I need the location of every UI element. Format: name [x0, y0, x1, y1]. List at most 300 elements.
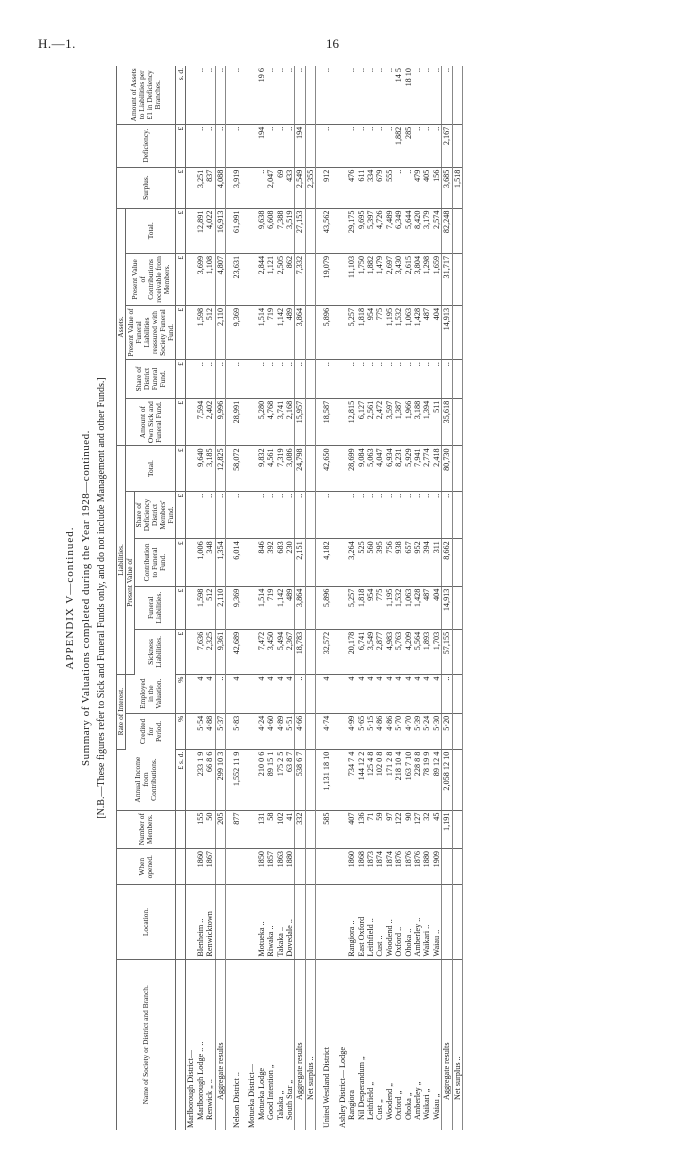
cell-fut — [305, 253, 315, 305]
cell-fut — [452, 253, 462, 305]
cell-surp: .. — [257, 167, 266, 208]
cell-tass: 4,022 — [205, 208, 215, 253]
unit-pound: £ — [176, 398, 186, 446]
cell-tass: 43,562 — [322, 208, 331, 253]
cell-dist: .. — [422, 360, 431, 399]
cell-ratio: .. — [285, 66, 295, 124]
cell-opened — [295, 848, 305, 885]
cell-sick — [305, 629, 315, 674]
cell-fun — [186, 586, 196, 629]
cell-cr: 4·89 — [276, 713, 285, 749]
cell-ratio: 18 10 — [404, 66, 413, 124]
cell-own: 18,587 — [322, 398, 331, 446]
cell-sick: 5,564 — [413, 629, 422, 674]
cell-share: .. — [205, 491, 215, 539]
cell-reas: 404 — [432, 305, 442, 359]
appendix-title: APPENDIX V—continued. — [64, 526, 76, 670]
table-row — [215, 66, 225, 1130]
table-row — [385, 66, 394, 1130]
col-name: Name of Society or District and Branch. — [117, 959, 176, 1130]
row-name: Amberley „ — [412, 1081, 422, 1120]
cell-tot: 12,825 — [215, 446, 225, 491]
cell-tot: 9,640 — [196, 446, 205, 491]
cell-dist: .. — [357, 360, 366, 399]
page-number: 16 — [326, 36, 339, 51]
cell-opened: 1857 — [266, 848, 275, 885]
cell-surp: .. — [404, 167, 413, 208]
cell-cr: 5·15 — [366, 713, 375, 749]
cell-tot: 58,072 — [232, 446, 241, 491]
cell-cr: 5·24 — [422, 713, 431, 749]
cell-loc: Waiau .. — [432, 885, 442, 959]
cell-dist: .. — [285, 360, 295, 399]
cell-tass: 12,891 — [196, 208, 205, 253]
cell-share: .. — [215, 491, 225, 539]
cell-opened — [232, 848, 241, 885]
row-name: Leithfield „ — [365, 1082, 375, 1120]
cell-fun: 1,598 — [196, 586, 205, 629]
cell-tass: 6,349 — [394, 208, 403, 253]
cell-loc — [442, 885, 452, 959]
cell-own: 9,996 — [215, 398, 225, 446]
cell-fut: 3,804 — [413, 253, 422, 305]
cell-tot: 2,774 — [422, 446, 431, 491]
cell-emp: 4 — [366, 674, 375, 713]
cell-contr: 394 — [422, 539, 431, 586]
cell-income — [247, 749, 256, 810]
cell-sick: 20,178 — [347, 629, 356, 674]
cell-sick: 2,325 — [205, 629, 215, 674]
cell-loc: Blenheim .. — [196, 885, 205, 959]
cell-income — [452, 749, 462, 810]
cell-surp: 2,549 — [295, 167, 305, 208]
cell-share: .. — [375, 491, 384, 539]
cell-tass: 5,397 — [366, 208, 375, 253]
cell-fut: 1,750 — [357, 253, 366, 305]
cell-members — [338, 810, 347, 848]
cell-loc: Motueka .. — [257, 885, 266, 959]
cell-dist: .. — [295, 360, 305, 399]
cell-surp: 433 — [285, 167, 295, 208]
unit-pound: £ — [176, 491, 186, 539]
cell-ratio: 14 5 — [394, 66, 403, 124]
cell-own: 2,168 — [285, 398, 295, 446]
cell-ratio: .. — [385, 66, 394, 124]
cell-sick: 7,636 — [196, 629, 205, 674]
cell-ratio: 19 6 — [257, 66, 266, 124]
row-name: Motueka District— — [247, 1064, 257, 1128]
cell-own: 2,402 — [205, 398, 215, 446]
cell-own — [305, 398, 315, 446]
cell-income: 299 10 3 — [215, 749, 225, 810]
cell-loc: Amberley .. — [413, 885, 422, 959]
cell-tass: 6,608 — [266, 208, 275, 253]
cell-contr — [305, 539, 315, 586]
cell-sick: 3,549 — [366, 629, 375, 674]
unit-pound: £ — [176, 305, 186, 359]
cell-loc — [232, 885, 241, 959]
cell-members: 59 — [375, 810, 384, 848]
cell-fut: 2,844 — [257, 253, 266, 305]
cell-emp: 4 — [357, 674, 366, 713]
cell-ratio — [186, 66, 196, 124]
cell-contr: 1,006 — [196, 539, 205, 586]
cell-fut: 11,103 — [347, 253, 356, 305]
cell-own: 3,741 — [276, 398, 285, 446]
cell-ratio: .. — [366, 66, 375, 124]
cell-share: .. — [394, 491, 403, 539]
table-row — [394, 66, 403, 1130]
cell-income: 2,058 12 10 — [442, 749, 452, 810]
cell-tass — [247, 208, 256, 253]
cell-reas: 1,532 — [394, 305, 403, 359]
cell-loc: Riwaka .. — [266, 885, 275, 959]
col-rate-employed: Employed in the Valuation. — [126, 674, 176, 713]
cell-tass: 3,179 — [422, 208, 431, 253]
cell-members: 332 — [295, 810, 305, 848]
unit-pound: £ — [176, 446, 186, 491]
cell-fut: 1,108 — [205, 253, 215, 305]
cell-share: .. — [266, 491, 275, 539]
cell-loc — [322, 885, 331, 959]
cell-tass: 7,489 — [385, 208, 394, 253]
cell-contr — [452, 539, 462, 586]
cell-share: .. — [285, 491, 295, 539]
table-row — [338, 66, 347, 1130]
cell-ratio: .. — [413, 66, 422, 124]
cell-contr — [247, 539, 256, 586]
cell-surp: 479 — [413, 167, 422, 208]
row-name: Aggregate results — [295, 959, 305, 1130]
table-row — [366, 66, 375, 1130]
cell-own: 3,188 — [413, 398, 422, 446]
cell-loc: Dovedale .. — [285, 885, 295, 959]
cell-income: 102 0 8 — [375, 749, 384, 810]
summary-title: Summary of Valuations completed during the Year 1928—continued. — [80, 430, 92, 766]
cell-opened: 1874 — [385, 848, 394, 885]
cell-surp: 156 — [432, 167, 442, 208]
cell-surp — [338, 167, 347, 208]
cell-surp — [247, 167, 256, 208]
cell-cr: 4·60 — [266, 713, 275, 749]
cell-own: 28,991 — [232, 398, 241, 446]
cell-members: 32 — [422, 810, 431, 848]
cell-opened — [305, 848, 315, 885]
row-name: Cust „ — [375, 1099, 385, 1120]
cell-def: 2,167 — [442, 124, 452, 167]
cell-def — [452, 124, 462, 167]
cell-fut: 1,659 — [432, 253, 442, 305]
cell-dist: .. — [404, 360, 413, 399]
cell-income: 538 6 7 — [295, 749, 305, 810]
cell-fut: 1,479 — [375, 253, 384, 305]
cell-tot: 42,650 — [322, 446, 331, 491]
cell-opened: 1880 — [285, 848, 295, 885]
unit-pound: £ — [176, 629, 186, 674]
table-row — [276, 66, 285, 1130]
cell-own: 35,618 — [442, 398, 452, 446]
cell-dist: .. — [394, 360, 403, 399]
cell-contr: 392 — [266, 539, 275, 586]
row-name: Marlborough District— — [186, 1050, 196, 1128]
cell-surp: .. — [394, 167, 403, 208]
cell-tass: 9,638 — [257, 208, 266, 253]
cell-opened — [338, 848, 347, 885]
cell-loc — [452, 885, 462, 959]
cell-fun: 1,514 — [257, 586, 266, 629]
cell-cr: 5·39 — [413, 713, 422, 749]
cell-contr: 2,151 — [295, 539, 305, 586]
cell-own: 1,394 — [422, 398, 431, 446]
cell-fun — [305, 586, 315, 629]
cell-emp: 4 — [257, 674, 266, 713]
cell-tot: 7,319 — [276, 446, 285, 491]
cell-reas — [247, 305, 256, 359]
cell-opened: 1880 — [422, 848, 431, 885]
cell-tass: 27,153 — [295, 208, 305, 253]
cell-emp — [452, 674, 462, 713]
cell-income: 89 15 1 — [266, 749, 275, 810]
cell-members: 58 — [266, 810, 275, 848]
row-name: Aggregate results — [442, 959, 452, 1130]
row-name: Good Intention „ — [266, 1064, 276, 1120]
cell-fut: 1,882 — [366, 253, 375, 305]
cell-tot: 5,063 — [366, 446, 375, 491]
cell-loc: Rangiora .. — [347, 885, 356, 959]
cell-reas: 1,598 — [196, 305, 205, 359]
table-row — [452, 66, 462, 1130]
cell-fun: 775 — [375, 586, 384, 629]
col-share-district: Share of District Funeral Fund. — [126, 360, 176, 399]
cell-opened — [442, 848, 452, 885]
cell-fun: 14,913 — [442, 586, 452, 629]
col-opened: When opened. — [117, 848, 176, 885]
cell-contr: 756 — [385, 539, 394, 586]
cell-tot: 28,699 — [347, 446, 356, 491]
cell-fun: 1,532 — [394, 586, 403, 629]
cell-def: .. — [276, 124, 285, 167]
cell-loc: Waikari .. — [422, 885, 431, 959]
cell-dist — [186, 360, 196, 399]
cell-cr: 5·83 — [232, 713, 241, 749]
cell-dist — [338, 360, 347, 399]
cell-tass — [305, 208, 315, 253]
cell-income — [338, 749, 347, 810]
cell-sick: 5,494 — [276, 629, 285, 674]
col-income: Annual Income from Contributions. — [117, 749, 176, 810]
cell-sick: 7,472 — [257, 629, 266, 674]
cell-cr: 5·20 — [442, 713, 452, 749]
cell-tot: 9,832 — [257, 446, 266, 491]
cell-cr: 4·70 — [404, 713, 413, 749]
cell-opened: 1876 — [394, 848, 403, 885]
cell-contr: 311 — [432, 539, 442, 586]
col-liabilities: Liabilities. — [117, 446, 126, 674]
cell-reas: 1,514 — [257, 305, 266, 359]
cell-sick: 57,155 — [442, 629, 452, 674]
cell-own: 1,387 — [394, 398, 403, 446]
col-future-contrib: Present Value of Contributions receivable from Members. — [126, 253, 176, 305]
cell-emp: 4 — [347, 674, 356, 713]
cell-tass — [452, 208, 462, 253]
row-name: Nelson District .. — [232, 1072, 242, 1128]
col-deficiency: Deficiency. — [117, 124, 176, 167]
cell-fut: 2,697 — [385, 253, 394, 305]
cell-members: 50 — [205, 810, 215, 848]
col-contrib-funeral: Contribution to Funeral Fund. — [135, 539, 176, 586]
cell-fun: 9,369 — [232, 586, 241, 629]
row-name: Aggregate results — [215, 959, 225, 1130]
cell-cr: 4·74 — [322, 713, 331, 749]
cell-cr: 4·66 — [295, 713, 305, 749]
cell-share — [452, 491, 462, 539]
cell-ratio — [305, 66, 315, 124]
cell-fun: 404 — [432, 586, 442, 629]
cell-def: 1,882 — [394, 124, 403, 167]
cell-own: 2,472 — [375, 398, 384, 446]
cell-contr: 952 — [413, 539, 422, 586]
page-reference: H.—1. — [38, 36, 76, 51]
cell-tot: 4,047 — [375, 446, 384, 491]
col-reassured: Present Value of Funeral Liabilities reassured with Society Funeral Fund. — [126, 305, 176, 359]
cell-contr: 348 — [205, 539, 215, 586]
cell-fun: 512 — [205, 586, 215, 629]
cell-opened: 1860 — [196, 848, 205, 885]
cell-fut: 862 — [285, 253, 295, 305]
cell-def: .. — [322, 124, 331, 167]
cell-tot: 7,941 — [413, 446, 422, 491]
cell-income: 89 12 4 — [432, 749, 442, 810]
cell-surp: 3,251 — [196, 167, 205, 208]
cell-tass: 61,991 — [232, 208, 241, 253]
cell-emp — [338, 674, 347, 713]
cell-own: 2,561 — [366, 398, 375, 446]
cell-share: .. — [357, 491, 366, 539]
cell-fut — [247, 253, 256, 305]
cell-reas — [186, 305, 196, 359]
cell-members — [305, 810, 315, 848]
cell-fut: 3,430 — [394, 253, 403, 305]
cell-surp: 3,919 — [232, 167, 241, 208]
cell-contr — [186, 539, 196, 586]
cell-cr — [305, 713, 315, 749]
cell-emp: 4 — [413, 674, 422, 713]
cell-ratio: .. — [276, 66, 285, 124]
cell-income: 218 10 4 — [394, 749, 403, 810]
cell-emp: .. — [442, 674, 452, 713]
cell-reas: 9,369 — [232, 305, 241, 359]
table-row — [232, 66, 241, 1130]
row-name: Net surplus .. — [452, 959, 462, 1130]
cell-surp: 2,047 — [266, 167, 275, 208]
cell-dist: .. — [257, 360, 266, 399]
cell-sick: 2,367 — [285, 629, 295, 674]
cell-tot: 3,086 — [285, 446, 295, 491]
cell-members: 131 — [257, 810, 266, 848]
cell-fun: 1,818 — [357, 586, 366, 629]
cell-contr: 3,264 — [347, 539, 356, 586]
cell-own: 6,127 — [357, 398, 366, 446]
cell-sick: 4,209 — [404, 629, 413, 674]
cell-own: 5,280 — [257, 398, 266, 446]
cell-share: .. — [347, 491, 356, 539]
table-row — [196, 66, 205, 1130]
cell-own: 3,597 — [385, 398, 394, 446]
cell-loc: Cust .. — [375, 885, 384, 959]
cell-emp: 4 — [266, 674, 275, 713]
cell-share: .. — [322, 491, 331, 539]
cell-tot: 2,418 — [432, 446, 442, 491]
cell-emp: 4 — [404, 674, 413, 713]
table-body — [176, 66, 463, 1130]
col-rate-credited: Credited for Period. — [126, 713, 176, 749]
cell-cr — [247, 713, 256, 749]
cell-reas: 487 — [422, 305, 431, 359]
cell-def: .. — [215, 124, 225, 167]
cell-reas: 14,913 — [442, 305, 452, 359]
cell-def: .. — [422, 124, 431, 167]
cell-tot — [186, 446, 196, 491]
cell-dist: .. — [196, 360, 205, 399]
note-text: [N.B.—These figures refer to Sick and Funeral Funds only, and do not include Management and other Funds.] — [96, 377, 107, 819]
cell-reas: 1,818 — [357, 305, 366, 359]
cell-sick: 32,572 — [322, 629, 331, 674]
cell-share: .. — [257, 491, 266, 539]
unit-pound: £ — [176, 539, 186, 586]
cell-income: 233 1 9 — [196, 749, 205, 810]
cell-reas: 5,257 — [347, 305, 356, 359]
cell-fun: 719 — [266, 586, 275, 629]
cell-ratio — [452, 66, 462, 124]
cell-share: .. — [385, 491, 394, 539]
cell-dist: .. — [347, 360, 356, 399]
cell-opened — [452, 848, 462, 885]
cell-own — [247, 398, 256, 446]
cell-def: .. — [285, 124, 295, 167]
cell-ratio: .. — [295, 66, 305, 124]
cell-tot: 24,798 — [295, 446, 305, 491]
cell-contr: 560 — [366, 539, 375, 586]
cell-opened: 1876 — [404, 848, 413, 885]
cell-share: .. — [413, 491, 422, 539]
cell-sick: 9,361 — [215, 629, 225, 674]
cell-reas: 1,428 — [413, 305, 422, 359]
cell-reas: 2,110 — [215, 305, 225, 359]
cell-members: 41 — [285, 810, 295, 848]
table-row — [347, 66, 356, 1130]
col-present-value: Present Value of — [126, 491, 135, 674]
cell-def: 194 — [295, 124, 305, 167]
cell-tass — [338, 208, 347, 253]
cell-members: 71 — [366, 810, 375, 848]
cell-emp — [247, 674, 256, 713]
cell-dist: .. — [366, 360, 375, 399]
cell-own: 7,594 — [196, 398, 205, 446]
cell-own: 511 — [432, 398, 442, 446]
table-row — [257, 66, 266, 1130]
col-share-deficiency: Share of Deficiency District Members' Fund. — [135, 491, 176, 539]
cell-def: .. — [232, 124, 241, 167]
cell-reas: 1,195 — [385, 305, 394, 359]
cell-fut: 1,121 — [266, 253, 275, 305]
cell-income: 175 2 5 — [276, 749, 285, 810]
cell-share: .. — [432, 491, 442, 539]
col-total-assets: Total. — [126, 208, 176, 253]
cell-cr: 5·65 — [357, 713, 366, 749]
col-members: Number of Members. — [117, 810, 176, 848]
cell-tot — [247, 446, 256, 491]
cell-opened: 1873 — [366, 848, 375, 885]
